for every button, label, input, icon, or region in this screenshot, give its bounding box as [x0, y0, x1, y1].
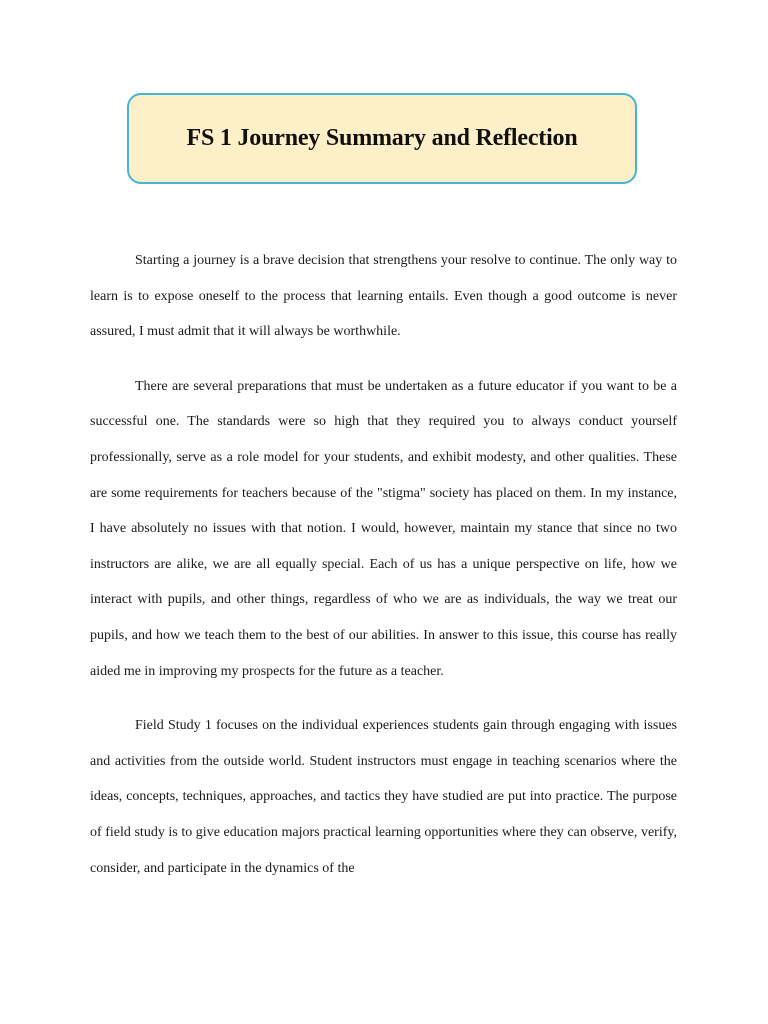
- paragraph-2: There are several preparations that must be undertaken as a future educator if you want to be a successful one. The standards were so high that they required you to always conduct yourself professionally, serve as a role model for your students, and exhibit modesty, and other qualities. These are some requirements for teachers because of the "stigma" society has placed on them. In my instance, I have absolutely no issues with that notion. I would, however, maintain my stance that since no two instructors are alike, we are all equally special. Each of us has a unique perspective on life, how we interact with pupils, and other things, regardless of who we are as individuals, the way we treat our pupils, and how we teach them to the best of our abilities. In answer to this issue, this course has really aided me in improving my prospects for the future as a teacher.: [90, 378, 677, 679]
- paragraph-1: Starting a journey is a brave decision that strengthens your resolve to continue. The only way to learn is to expose oneself to the process that learning entails. Even though a good outcome is never assured, I must admit that it will always be worthwhile.: [90, 253, 677, 340]
- document-title: FS 1 Journey Summary and Reflection: [186, 125, 578, 151]
- paragraph-3: Field Study 1 focuses on the individual experiences students gain through engaging with issues and activities from the outside world. Student instructors must engage in teaching scenarios where the ideas, concepts, techniques, approaches, and tactics they have studied are put into practice. The purpose of field study is to give education majors practical learning opportunities where they can observe, verify, consider, and participate in the dynamics of the: [90, 718, 677, 876]
- document-body: [90, 243, 677, 905]
- title-box: [127, 93, 637, 184]
